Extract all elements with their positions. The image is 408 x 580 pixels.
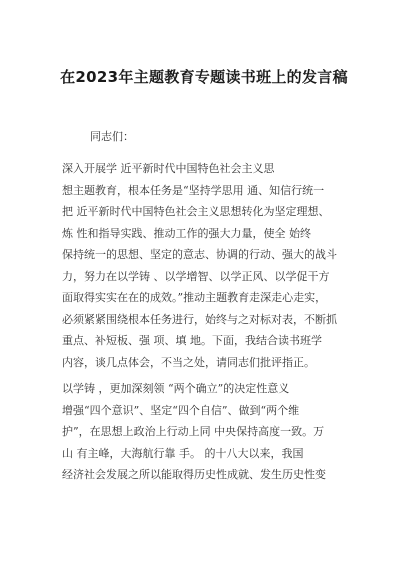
paragraph-line: 想主题教育，根本任务是“坚持学思用 通、知信行统一 [62,183,325,197]
paragraph-line: 护”，在思想上政治上行动上同 中央保持高度一致。万 [62,425,325,438]
paragraph-line: 深入开展学 近平新时代中国特色社会主义思 [62,162,275,175]
paragraph-line: 经济社会发展之所以能取得历史性成就、发生历史性变 [62,468,326,481]
document-title: 在2023年主题教育专题读书班上的发言稿 [60,68,348,86]
paragraph-1 [62,158,354,373]
salutation: 同志们： [90,130,134,143]
paragraph-line: 力，努力在以学铸 、以学增智、以学正风、以学促干方 [62,269,330,283]
paragraph-line: 山 有主峰，大海航行靠 手。 的十八大以来，我国 [62,446,304,460]
paragraph-line: 增强“四个意识”、坚定“四个自信”、做到“两个维 [62,403,300,417]
paragraph-line: 必须紧紧围绕根本任务进行，始终与之对标对表，不断抓 [62,312,337,326]
paragraph-line: 面取得实实在在的成效。”推动主题教育走深走心走实， [62,291,327,304]
paragraph-line: 内容，谈几点体会，不当之处，请同志们批评指正。 [62,355,315,369]
paragraph-2 [62,378,354,486]
paragraph-line: 保持统一的思想、坚定的意志、协调的行动、强大的战斗 [62,248,337,261]
paragraph-line: 炼 性和指导实践、推动工作的强大力量，使全 始终 [62,226,311,240]
paragraph-line: 重点、补短板、强 项、填 地。下面，我结合读书班学 [62,334,322,347]
paragraph-line: 把 近平新时代中国特色社会主义思想转化为坚定理想、 [62,205,330,218]
paragraph-line: 以学铸 ，更加深刻领 “两个确立”的决定性意义 [62,382,290,395]
